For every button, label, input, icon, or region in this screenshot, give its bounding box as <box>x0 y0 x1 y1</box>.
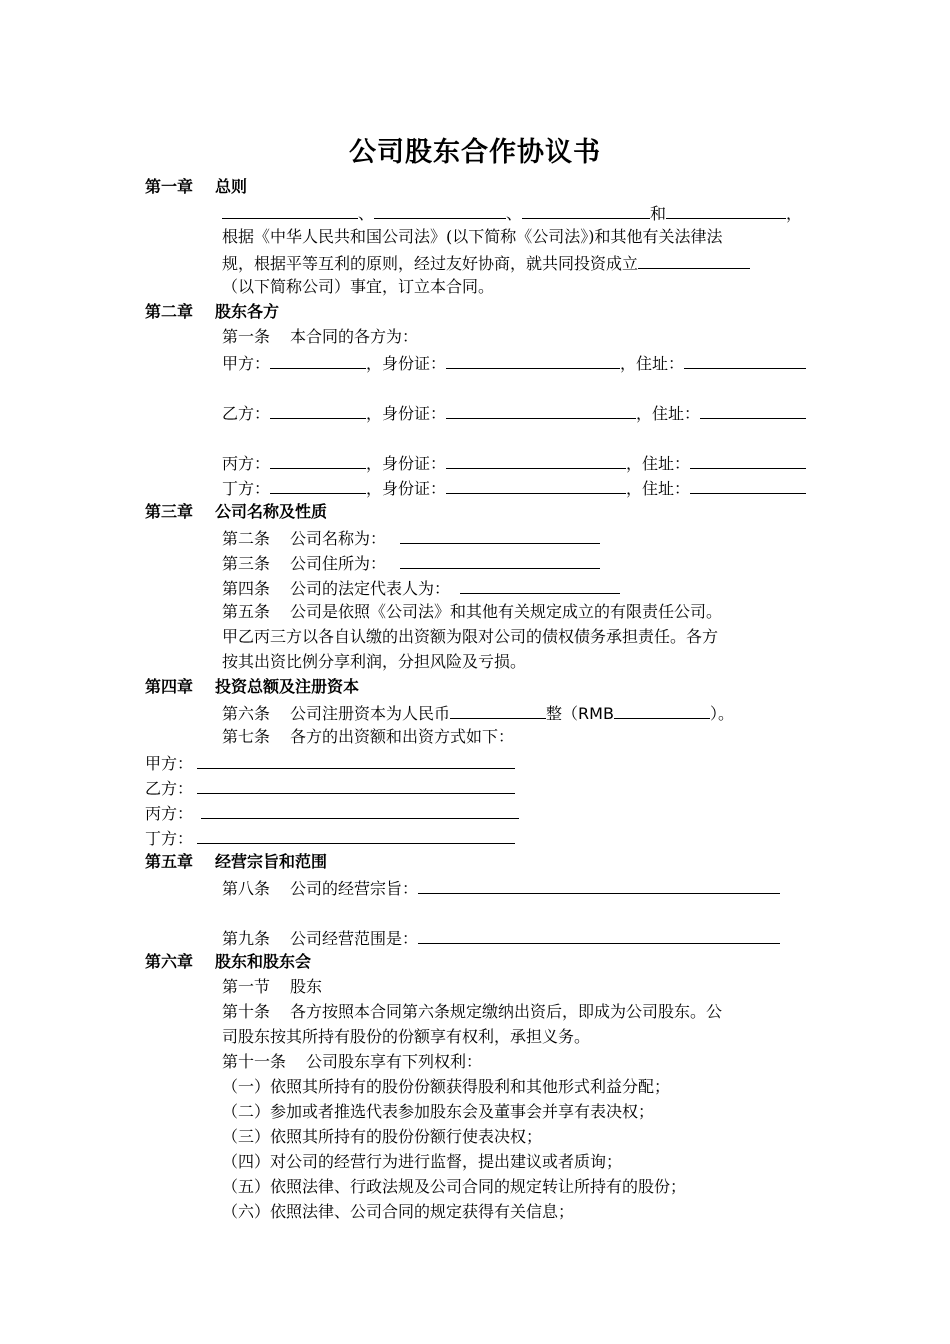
chapter-4-title: 投资总额及注册资本 <box>215 677 360 696</box>
section-number: 第一节 <box>222 977 271 996</box>
party-label: 乙方： <box>145 779 194 798</box>
id-label: ，身份证： <box>366 479 447 498</box>
party-row-ding <box>222 475 806 501</box>
contribution-field[interactable] <box>197 750 515 769</box>
chapter-5-heading <box>145 850 327 874</box>
article-number: 第六条 <box>222 704 271 723</box>
article-text: 公司的法定代表人为： <box>290 579 451 598</box>
chapter-5-number: 第五章 <box>145 852 194 871</box>
party-row-bing <box>222 450 806 476</box>
article-text: 公司注册资本为人民币 <box>290 704 451 723</box>
party-address-field[interactable] <box>690 475 806 494</box>
party-row-jia <box>222 350 806 376</box>
capital-rmb-chinese-field[interactable] <box>450 700 546 719</box>
party-id-field[interactable] <box>446 450 626 469</box>
article-text: 公司是依照《公司法》和其他有关规定成立的有限责任公司。 <box>290 602 723 621</box>
right-item: （六）依照法律、公司合同的规定获得有关信息； <box>222 1202 575 1221</box>
right-item: （四）对公司的经营行为进行监督，提出建议或者质询； <box>222 1152 623 1171</box>
article-number: 第十一条 <box>222 1052 287 1071</box>
party-label: 丁方： <box>145 829 194 848</box>
chapter-2-number: 第二章 <box>145 302 194 321</box>
article-10-line-2: 司股东按其所持有股份的份额享有权利，承担义务。 <box>222 1027 591 1046</box>
address-label: ，住址： <box>636 404 701 423</box>
contribution-bing <box>145 800 519 826</box>
article-text: 公司经营范围是： <box>290 929 419 948</box>
party-name-field[interactable] <box>270 400 366 419</box>
right-item: （二）参加或者推选代表参加股东会及董事会并享有表决权； <box>222 1102 655 1121</box>
chapter-3-title: 公司名称及性质 <box>215 502 328 521</box>
party-label: 甲方： <box>222 354 271 373</box>
article-5-line-2: 甲乙丙三方以各自认缴的出资额为限对公司的债权债务承担责任。各方 <box>222 627 719 646</box>
rmb-label: RMB <box>578 704 614 723</box>
id-label: ，身份证： <box>366 354 447 373</box>
chapter-4-number: 第四章 <box>145 677 194 696</box>
business-purpose-field[interactable] <box>418 875 780 894</box>
party-id-field[interactable] <box>446 400 636 419</box>
chapter-3-number: 第三章 <box>145 502 194 521</box>
article-4 <box>222 575 620 601</box>
article-number: 第十条 <box>222 1002 271 1021</box>
party-blank-4[interactable] <box>666 200 786 219</box>
article-number: 第五条 <box>222 602 271 621</box>
chapter-6-heading <box>145 950 311 974</box>
contribution-field[interactable] <box>197 825 515 844</box>
article-number: 第四条 <box>222 579 271 598</box>
party-label: 丁方： <box>222 479 271 498</box>
comma: ， <box>786 204 803 223</box>
party-label: 丙方： <box>222 454 271 473</box>
id-label: ，身份证： <box>366 404 447 423</box>
chapter-6-number: 第六章 <box>145 952 194 971</box>
party-row-yi <box>222 400 806 426</box>
capital-rmb-numeric-field[interactable] <box>614 700 710 719</box>
party-label: 丙方： <box>145 804 194 823</box>
article-text: 整（ <box>546 704 579 723</box>
article-3 <box>222 550 600 576</box>
chapter-2-heading <box>145 300 279 324</box>
contribution-field[interactable] <box>197 775 515 794</box>
article-number: 第二条 <box>222 529 271 548</box>
chapter-4-heading <box>145 675 359 699</box>
id-label: ，身份证： <box>366 454 447 473</box>
address-label: ，住址： <box>626 479 691 498</box>
article-text: ）。 <box>709 704 734 723</box>
contribution-field[interactable] <box>201 800 519 819</box>
address-label: ，住址： <box>626 454 691 473</box>
party-address-field[interactable] <box>684 350 806 369</box>
article-9 <box>222 925 780 951</box>
article-5-line-3: 按其出资比例分享利润，分担风险及亏损。 <box>222 652 527 671</box>
article-text: 公司的经营宗旨： <box>290 879 419 898</box>
ch1-line-2: 根据《中华人民共和国公司法》(以下简称《公司法》)和其他有关法律法 <box>222 227 723 246</box>
company-address-field[interactable] <box>400 550 600 569</box>
article-text: 各方按照本合同第六条规定缴纳出资后，即成为公司股东。公 <box>290 1002 723 1021</box>
article-text: 本合同的各方为： <box>290 327 419 346</box>
party-name-field[interactable] <box>270 475 366 494</box>
party-address-field[interactable] <box>700 400 806 419</box>
chapter-2-title: 股东各方 <box>215 302 280 321</box>
ch1-line-4: （以下简称公司）事宜，订立本合同。 <box>222 277 495 296</box>
ch1-line-3-text: 规，根据平等互利的原则，经过友好协商，就共同投资成立 <box>222 254 639 273</box>
company-name-blank[interactable] <box>638 250 750 269</box>
article-text: 公司名称为： <box>290 529 387 548</box>
separator: 、 <box>358 204 375 223</box>
legal-representative-field[interactable] <box>460 575 620 594</box>
article-number: 第八条 <box>222 879 271 898</box>
right-item: （三）依照其所持有的股份份额行使表决权； <box>222 1127 543 1146</box>
separator: 、 <box>506 204 523 223</box>
and-text: 和 <box>650 204 667 223</box>
article-1 <box>222 325 418 349</box>
article-6 <box>222 700 734 726</box>
article-text: 公司住所为： <box>290 554 387 573</box>
chapter-3-heading <box>145 500 327 524</box>
company-name-field[interactable] <box>400 525 600 544</box>
address-label: ，住址： <box>620 354 685 373</box>
section-title: 股东 <box>290 977 323 996</box>
document-title: 公司股东合作协议书 <box>349 137 601 168</box>
article-number: 第三条 <box>222 554 271 573</box>
party-id-field[interactable] <box>446 350 620 369</box>
party-blank-3[interactable] <box>522 200 650 219</box>
contribution-yi <box>145 775 515 801</box>
party-label: 乙方： <box>222 404 271 423</box>
article-text: 公司股东享有下列权利： <box>306 1052 483 1071</box>
contribution-jia <box>145 750 515 776</box>
article-2 <box>222 525 600 551</box>
section-1 <box>222 975 322 999</box>
party-blank-2[interactable] <box>374 200 506 219</box>
chapter-5-title: 经营宗旨和范围 <box>215 852 328 871</box>
article-10 <box>222 1000 722 1024</box>
article-8 <box>222 875 780 901</box>
article-5 <box>222 600 722 624</box>
chapter-1-number: 第一章 <box>145 177 194 196</box>
right-item: （五）依照法律、行政法规及公司合同的规定转让所持有的股份； <box>222 1177 687 1196</box>
article-7 <box>222 725 514 749</box>
right-item: （一）依照其所持有的股份份额获得股利和其他形式利益分配； <box>222 1077 671 1096</box>
party-name-field[interactable] <box>270 350 366 369</box>
article-number: 第一条 <box>222 327 271 346</box>
contribution-ding <box>145 825 515 851</box>
party-blank-1[interactable] <box>222 200 358 219</box>
article-text: 各方的出资额和出资方式如下： <box>290 727 515 746</box>
business-scope-field[interactable] <box>418 925 780 944</box>
party-label: 甲方： <box>145 754 194 773</box>
ch1-parties-line <box>222 200 802 226</box>
chapter-1-heading <box>145 175 247 199</box>
article-number: 第七条 <box>222 727 271 746</box>
chapter-1-title: 总则 <box>215 177 248 196</box>
article-11 <box>222 1050 482 1074</box>
ch1-line-3 <box>222 250 750 276</box>
party-address-field[interactable] <box>690 450 806 469</box>
party-id-field[interactable] <box>446 475 626 494</box>
article-number: 第九条 <box>222 929 271 948</box>
party-name-field[interactable] <box>270 450 366 469</box>
chapter-6-title: 股东和股东会 <box>215 952 312 971</box>
